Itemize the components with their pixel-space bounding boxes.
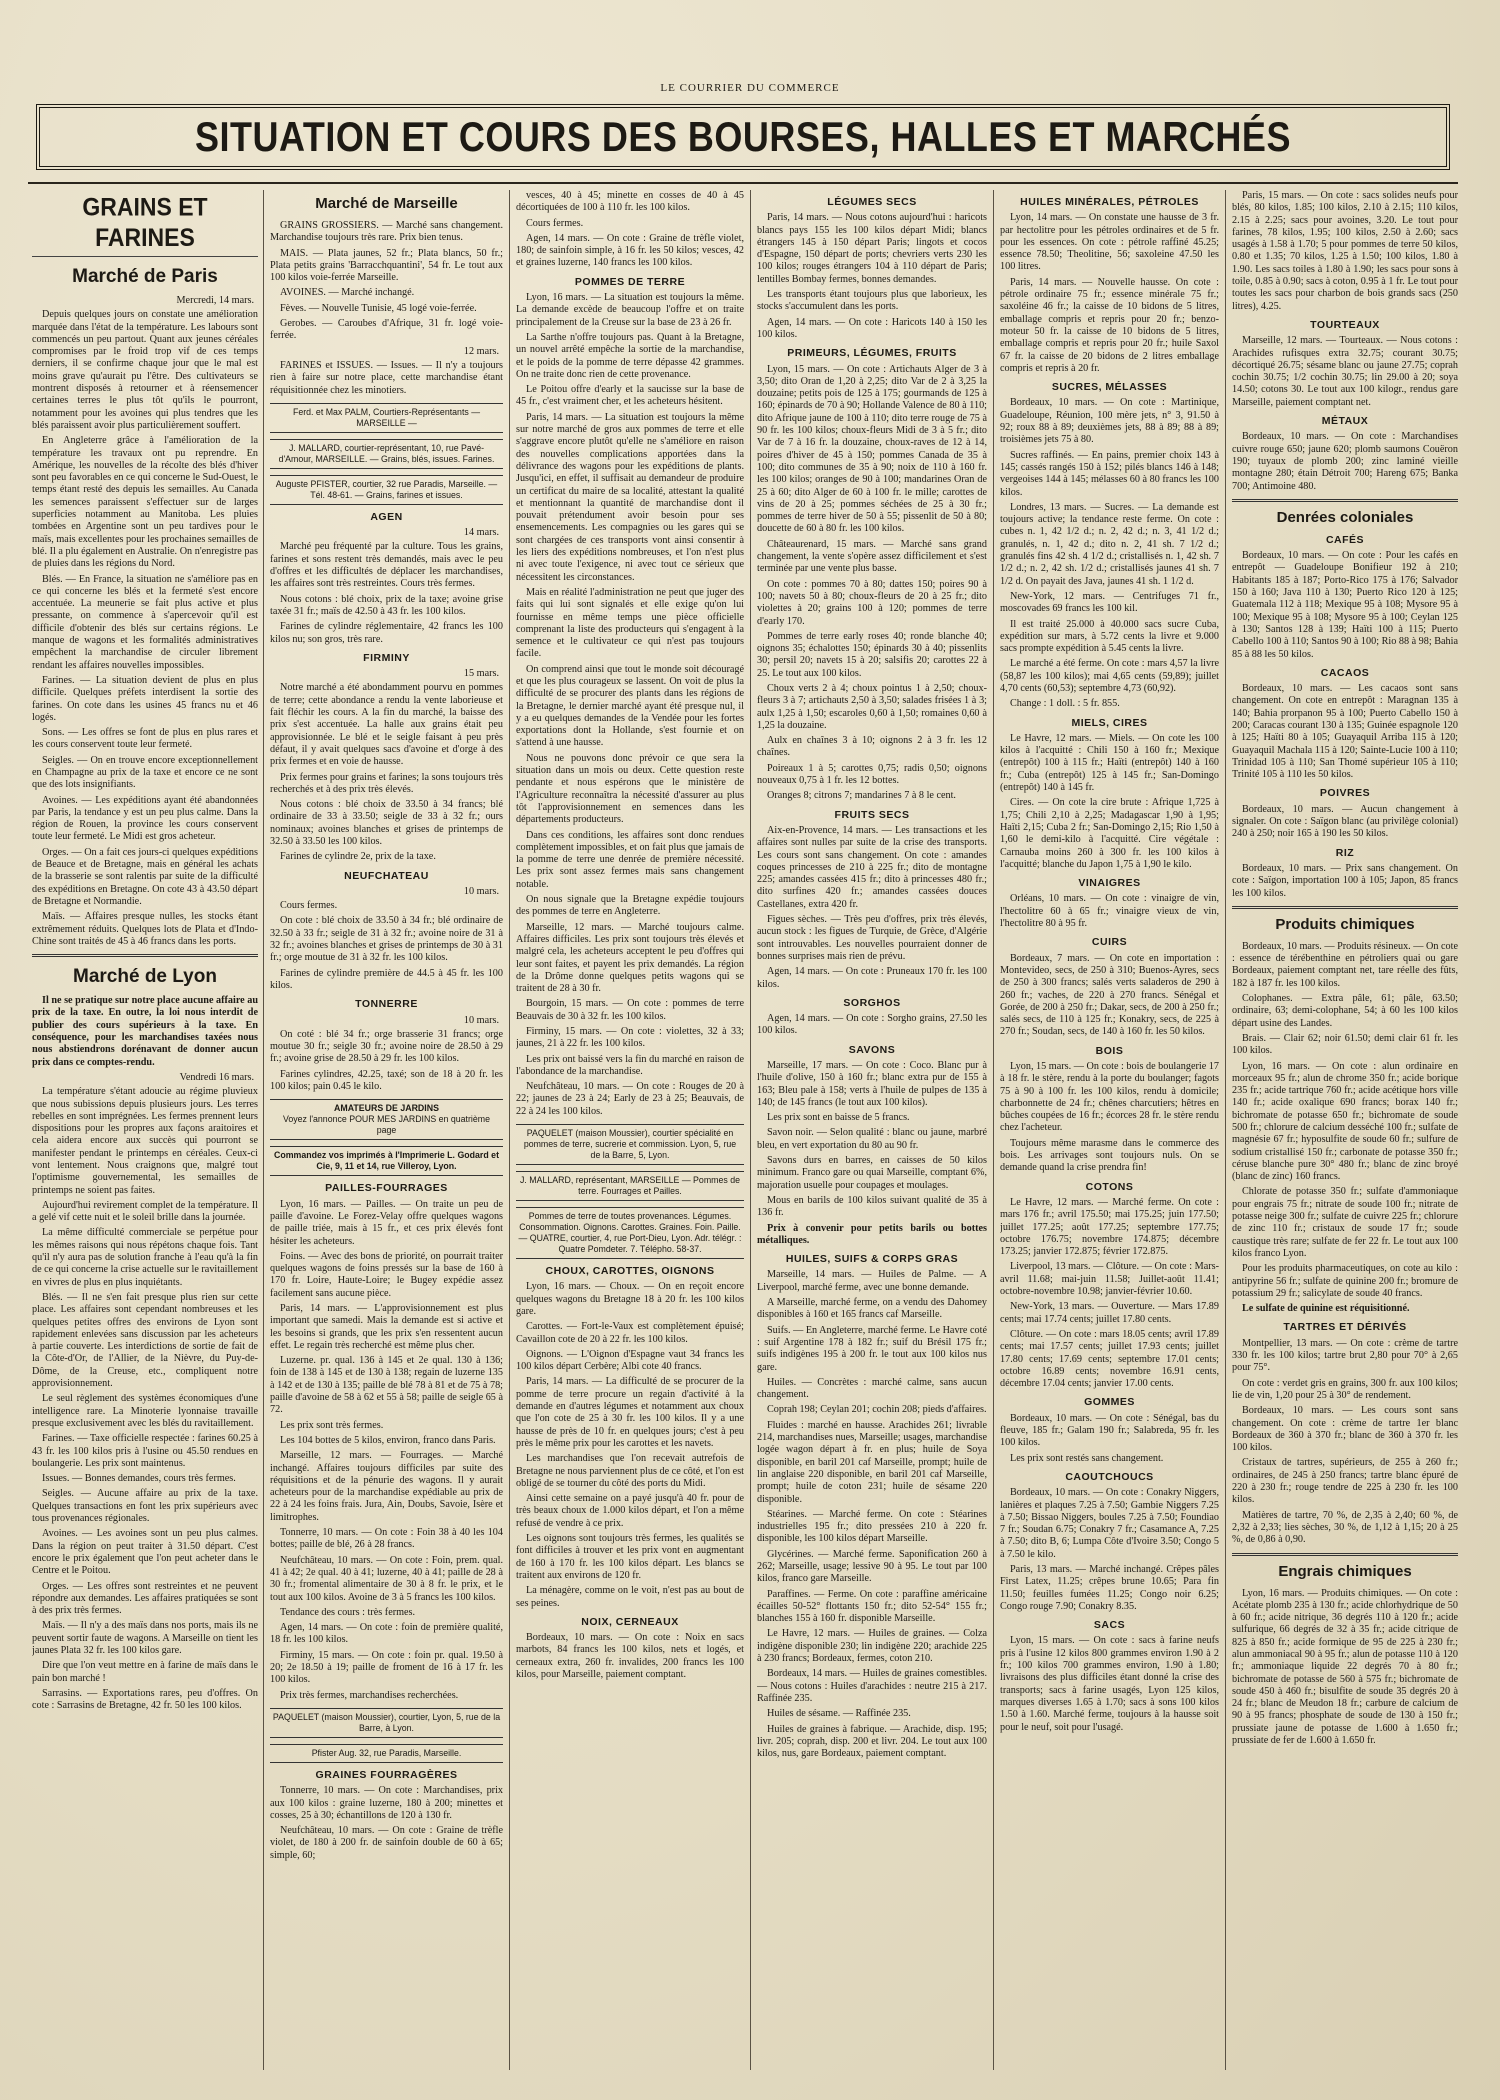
paragraph: La même difficulté commerciale se perpétue pour les mêmes raisons qui nous répétons chaque fois. Tant qu'il n'y aura pas de solution franche à l'eau qu'à la fin de ce qui concerne la crise actuelle sur le ravitaillement en vivres de plus en plus inquiétants.: [32, 1227, 258, 1288]
paragraph: Avoines. — Les avoines sont un peu plus calmes. Dans la région on peut traiter à 31.50 départ. C'est encore le prix également que l'on peut acheter dans le Centre et le Poitou.: [32, 1528, 258, 1577]
paragraph: Ainsi cette semaine on a payé jusqu'à 40 fr. pour de très beaux choux de 1.000 kilos départ, et l'on a même refusé de vendre à ce prix.: [516, 1493, 744, 1529]
paragraph: Liverpool, 13 mars. — Clôture. — On cote : Mars-avril 11.68; mai-juin 11.58; Juillet-août 11.41; octobre-novembre 10.98; janvier-février 10.60.: [1000, 1261, 1219, 1298]
paragraph: Agen, 14 mars. — On cote : Sorgho grains, 27.50 les 100 kilos.: [757, 1013, 987, 1037]
paragraph: Lyon, 15 mars. — On cote : sacs à farine neufs pris à l'usine 12 kilos 800 grammes environ 1.90 à 2 fr.; 100 kilos 700 grammes environ, 1.90 à 1.80; livraisons des plus difficiles étant donné la crise des transports; sacs à farine usagés, Lyon 125 kilos, marques diverses 1.65 à 1.70; sacs à sons 100 kilos 1.50 à 1.60. Marché ferme, toujours à la hausse soit pour le neuf, soit pour l'usagé.: [1000, 1635, 1219, 1733]
paragraph: Lyon, 16 mars. — La situation est toujours la même. La demande excède de beaucoup l'offre et on traite principalement de la Creuse sur la base de 23 à 26 fr.: [516, 292, 744, 328]
paragraph: Paraffines. — Ferme. On cote : paraffine américaine écailles 50-52° flottants 150 fr.; dito 52-54° 155 fr.; blanches 155 à 160 fr. disponible Marseille.: [757, 1588, 987, 1625]
paragraph: Orges. — On a fait ces jours-ci quelques expéditions de Beauce et de Bretagne, mais en général les achats de la brasserie se sont ralentis par suite de la difficulté des expéditions en Bretagne. On cote 43 à 43.50 départ de Bretagne et Normandie.: [32, 846, 258, 907]
subheading-cacaos: CACAOS: [1320, 666, 1370, 679]
paragraph: Marché peu fréquenté par la culture. Tous les grains, farines et sons restent très demandés, mais avec le peu d'offres et les difficultés de déplacer les marchandises, les affaires sont très restreintes. Cours très fermes.: [270, 541, 503, 590]
paragraph: Clôture. — On cote : mars 18.05 cents; avril 17.89 cents; mai 17.57 cents; juillet 17.93 cents; juillet 17.80 cents; 17.69 cents; septembre 17.01 cents; octobre 16.89 cents; novembre 16.91 cents, décembre 17.04 cents; janvier 17.00 cents.: [1000, 1328, 1219, 1390]
paragraph: On cote : verdet gris en grains, 300 fr. aux 100 kilos; lie de vin, 1,20 pour 25 à 30° de rendement.: [1232, 1377, 1458, 1401]
subheading-sucres: SUCRES, MÉLASSES: [1051, 381, 1168, 394]
paragraph: Bordeaux, 10 mars. — On cote : Martinique, Guadeloupe, Réunion, 100 mère jets, n° 3, 91.50 à 92; roux 88 à 89; deuxièmes jets, 88 à 89; 88 à 89; troisièmes jets 75 à 80.: [1000, 397, 1219, 446]
paragraph: Gerobes. — Caroubes d'Afrique, 31 fr. logé voie-ferrée.: [270, 318, 503, 342]
advertisement: Auguste PFISTER, courtier, 32 rue Paradis, Marseille. — Tél. 48-61. — Grains, farines et issues.: [270, 475, 503, 505]
advertisement: Ferd. et Max PALM, Courtiers-Représentants — MARSEILLE —: [270, 403, 503, 433]
paragraph: Aujourd'hui revirement complet de la température. Il a gelé vif cette nuit et le soleil brille dans la journée.: [32, 1199, 258, 1224]
paragraph: Figues sèches. — Très peu d'offres, prix très élevés, aucun stock : les figues de Turquie, de Grèce, d'Algérie sont introuvables. Les nouvelles pourraient donner de bonnes surprises mais rien de prévu.: [757, 914, 987, 962]
banner-title: SITUATION ET COURS DES BOURSES, HALLES ET MARCHÉS: [195, 112, 1291, 160]
paragraph: Lyon, 14 mars. — On constate une hausse de 3 fr. par hectolitre pour les pétroles ordinaires et de 5 fr. pour les essences. On cote : pétrole raffiné 45.25; essence 78.50; Theolitine, 56; saxoleine 47.50 les 100 litres.: [1000, 212, 1219, 273]
paragraph: Bordeaux, 10 mars. — On cote : Marchandises cuivre rouge 650; jaune 620; plomb saumons Couëron 190; tuyaux de plomb 200; zinc laminé vieille montagne 280; étain Détroit 700; Hareng 675; Banka 700; Antimoine 480.: [1232, 431, 1458, 492]
paragraph: Blés. — Il ne s'en fait presque plus rien sur cette place. Les affaires sont cependant nombreuses et les quelques petites offres des environs de Lyon sont rapidement enlevées sans discussion par les acheteurs à partie couverte. Les interdictions de sortie de fait de la Côte-d'Or, de l'Allier, de la Nièvre, du Puy-de-Dôme, de la Creuse, etc., compliquent notre approvisionnement.: [32, 1291, 258, 1390]
paragraph: Bordeaux, 10 mars. — Produits résineux. — On cote : essence de térébenthine en pétroliers quai ou gare Bordeaux, paiement comptant net, tare réelle des fûts, 182 à 187 fr. les 100 kilos.: [1232, 940, 1458, 989]
subheading-miels-cires: MIELS, CIRES: [1071, 716, 1148, 729]
paragraph: Cristaux de tartres, supérieurs, de 255 à 260 fr.; ordinaires, de 245 à 250 francs; tartre blanc épuré de 220 à 230 fr.; rouge tendre de 225 à 230 fr. les 100 kilos.: [1232, 1457, 1458, 1506]
paragraph: Aulx en chaînes 3 à 10; oignons 2 à 3 fr. les 12 chaînes.: [757, 735, 987, 759]
paragraph: New-York, 13 mars. — Ouverture. — Mars 17.89 cents; mai 17.74 cents; juillet 17.80 cents.: [1000, 1301, 1219, 1325]
paragraph: Nous ne pouvons donc prévoir ce que sera la situation dans un mois ou deux. Cette question reste pendante et nous espérons que le ministère de l'Agriculture reconnaîtra la nécessité d'assurer au plus tôt l'approvisionnement en semences dans les départements producteurs.: [516, 752, 744, 826]
paragraph: Orges. — Les offres sont restreintes et ne peuvent répondre aux demandes. Les affaires pratiquées se sont à des prix très fermes.: [32, 1580, 258, 1617]
paragraph: Lyon, 16 mars. — On cote : alun ordinaire en morceaux 95 fr.; alun de chrome 350 fr.; acide borique 235 fr.; acide tartrique 760 fr.; acide acétique hors ville 140 fr.; acide oxalique 690 francs; borax 140 fr.; bichromate de potasse 650 fr.; bichromate de soude 500 fr.; chlorure de calcium desséché 100 fr.; sulfate de magnésie 67 fr.; hyposulfite de soude 60 fr.; sulfure de sodium cristallisé 150 fr.; carbonate de potasse 350 fr.; céruse blanche pure 30° 480 fr.; blanc de zinc broyé (blanc de zinc) 160 francs.: [1232, 1060, 1458, 1183]
notice-paragraph: Il ne se pratique sur notre place aucune affaire au prix de la taxe. En outre, la loi nous interdit de publier des cours supérieurs à la taxe. En conséquence, pour les marchandises taxées nous nous abstiendrons dorénavant de donner aucun prix dans ce comptes-rendu.: [32, 995, 258, 1068]
paragraph: Issues. — Bonnes demandes, cours très fermes.: [42, 1473, 236, 1485]
paragraph: Prix fermes pour grains et farines; la sons toujours très recherchés et à des prix très élevés.: [270, 771, 503, 795]
advertisement: J. MALLARD, courtier-représentant, 10, rue Pavé-d'Amour, MARSEILLE. — Grains, blés, issues. Farines.: [270, 439, 503, 469]
paragraph: Lyon, 15 mars. — On cote : bois de boulangerie 17 à 18 fr. le stère, rendu à la porte du boulanger; fagots 75 à 90 à 100 fr. les 100 kilos, rendu à domicile; charbonnette de 24 fr.; chênes charcutiers; hêtres en bûches coupées de 16 fr.; écorces 28 fr. le stère rendu chez l'acheteur.: [1000, 1061, 1219, 1134]
column-1: [32, 190, 258, 2080]
paragraph: Bordeaux, 7 mars. — On cote en importation : Montevideo, secs, de 250 à 310; Buenos-Ayres, secs de 250 à 300 francs; salés verts saladeros de 290 à 260 fr.; vaches, de 220 à 270 francs. Sénégal et Gorée, de 200 à 250 fr.; Dakar, secs, de 200 à 250 fr.; salés secs, de 110 à 125 fr.; Konakry, secs, de 225 à 270 fr.; Soudan, secs, de 140 à 160 fr. les 50 kilos.: [1000, 952, 1219, 1038]
advertisement-imprimerie: Commandez vos imprimés à l'Imprimerie L. Godard et Cie, 9, 11 et 14, rue Villeroy, Lyon.: [270, 1146, 503, 1176]
paragraph: Neufchâteau, 10 mars. — On cote : Foin, prem. qual. 41 à 42; 2e qual. 40 à 41; luzerne, 40 à 41; paille de 28 à 30 fr.; fromental alimentaire de 30 à 8 fr. le prix, et le tout aux 100 kilos. Avoine de 3 à 5 francs les 100 kilos.: [270, 1554, 503, 1603]
paragraph: Montpellier, 13 mars. — On cote : crème de tartre 330 fr. les 100 kilos; tartre brut 2,80 pour 70° à 2,65 pour 75°.: [1232, 1337, 1458, 1374]
paragraph: Sons. — Les offres se font de plus en plus rares et les cours conservent toute leur fermeté.: [32, 727, 258, 751]
paragraph: New-York, 12 mars. — Centrifuges 71 fr., moscovades 69 francs les 100 kil.: [1000, 590, 1219, 615]
paragraph: Change : 1 doll. : 5 fr. 855.: [1010, 698, 1120, 710]
paragraph: Suifs. — En Angleterre, marché ferme. Le Havre coté : suif Argentine 178 à 182 fr.; suif du Brésil 175 fr.; suifs indigènes 195 à 200 fr. le tout aux 100 kilos nus gare.: [757, 1324, 987, 1373]
column-separator: [1225, 190, 1226, 2070]
paragraph: Stéarines. — Marché ferme. On cote : Stéarines industrielles 195 fr.; dito pressées 210 à 220 fr. disponible, les 100 kilos départ Marseille.: [757, 1508, 987, 1545]
section-title-grains: GRAINS ET FARINES: [82, 192, 208, 252]
paragraph: Marseille, 12 mars. — Marché toujours calme. Affaires difficiles. Les prix sont toujours très élevés et malgré cela, les acheteurs acceptent le peu d'offres qui leur sont faites, et payent les prix demandés. La région de la Drôme donne quelques petits wagons qui se traitent de 28 à 30 fr.: [516, 921, 744, 995]
paragraph: Tendance des cours : très fermes.: [280, 1606, 416, 1618]
paragraph: Bourgoin, 15 mars. — On cote : pommes de terre Beauvais de 30 à 32 fr. les 100 kilos.: [516, 998, 744, 1022]
paragraph: Matières de tartre, 70 %, de 2,35 à 2,40; 60 %, de 2,32 à 2,33; lies sèches, 30 %, de 1,12 à 1,15; 20 à 25 %, de 0,86 à 0,90.: [1232, 1509, 1458, 1546]
paragraph: Agen, 14 mars. — On cote : Haricots 140 à 150 les 100 kilos.: [757, 316, 987, 340]
subheading-vinaigres: VINAIGRES: [1078, 877, 1141, 890]
paragraph: Bordeaux, 10 mars. — On cote : Conakry Niggers, lanières et plaques 7.25 à 7.50; Gambie Niggers 7.25 à 7.50; Bissao Niggers, boules 7.25 à 7.50; Foundiao 7 fr.; Soudan 6.75; Conakry 7 fr.; Casamance A, 7.25 à 7.50; dito B, 6; Lumpa Côte d'Ivoire 3.50; Congo 5 à 7.50 le kilo.: [1000, 1487, 1219, 1560]
paragraph: On nous signale que la Bretagne expédie toujours des pommes de terre en Angleterre.: [516, 894, 744, 918]
paragraph: Aix-en-Provence, 14 mars. — Les transactions et les affaires sont nulles par suite de la crise des transports. Les cours sont sans changement. On cote : amandes coques princesses de 210 à 225 fr.; dito de montagne 225; amandes cassées 415 fr.; dito à princesses 480 fr.; dito surfines 420 fr.; amandes cassées douces Castellanes, extra 420 fr.: [757, 824, 987, 910]
subheading-bois: BOIS: [1095, 1044, 1124, 1057]
column-5: [1000, 190, 1219, 2080]
paragraph: Dire que l'on veut mettre en à farine de maïs dans le pain bon marché !: [32, 1660, 258, 1684]
paragraph: Marseille, 12 mars. — Fourrages. — Marché inchangé. Affaires toujours difficiles par suite des réquisitions et de la pénurie des wagons. Il y aurait acheteurs pour de la marchandise expédiable au prix de 22 à 24 les foins frais. Jura, Ain, Doubs, Savoie, Isère et limitrophes.: [270, 1450, 503, 1523]
paragraph: Marseille, 17 mars. — On cote : Coco. Blanc pur à l'huile d'olive, 150 à 160 fr.; blanc extra pur de 155 à 163; Bleu pale à 158; verts à l'huile de pulpes de 135 à 140; de 145 francs (le tout aux 100 kilos).: [757, 1060, 987, 1108]
paragraph: Le Havre, 12 mars. — Huiles de graines. — Colza indigène disponible 230; lin indigène 220; arachide 225 à 230 francs; Bordeaux, fermes, coton 210.: [757, 1628, 987, 1665]
paragraph: En Angleterre grâce à l'amélioration de la température les travaux ont pu reprendre. En Amérique, les nouvelles de la récolte des blés d'hiver sont peu favorables en ce qui concerne le Sud-Ouest, le temps étant resté des depuis les semailles. Au Canada les semences paraissent s'effectuer sur de larges superficies notamment au Manitoba. Les pluies tombées en Argentine sont un peu tardives pour le maïs, mais excellentes pour les prochaines semailles de blé. Il a plu également en Australie. On n'enregistre pas de pluies dans les régions du Nord.: [32, 435, 258, 570]
paragraph: Sucres raffinés. — En pains, premier choix 143 à 145; cassés rangés 150 à 152; pilés blancs 146 à 148; vergeoises 144 à 145; mélasses 60 à 80 francs les 100 kilos.: [1000, 449, 1219, 498]
paragraph: La température s'étant adoucie au régime pluvieux que nous subissions depuis plusieurs jours. Les terres rebelles en sont imprégnées. Les fermes prennent leurs dispositions pour les propres aux façons araitoires et cela aidera encore aux succès qui pourront se manifester pendant le printemps en céréales. Ceux-ci vont lentement. Nous craignons que, malgré tout l'optimisme gouvernemental, les semailles de printemps ne soient pas faites.: [32, 1086, 258, 1196]
paragraph: Paris, 15 mars. — On cote : sacs solides neufs pour blés, 80 kilos, 1.85; 100 kilos, 2.10 à 2.15; 110 kilos, 2.15 à 2.25; sacs pour avoines, 3.20. Le tout pour farines, 78 kilos, 1.95; 100 kilos, 2.50 à 2.60; sacs usagés à 1.58 à 1.70; 5 pour pommes de terre 50 kilos, 0.80 et 1.35; 70 kilos, 1.25 à 1.50; 100 kilos, 1.80 à 1.90. Les sacs toiles à 1.80 à 1.90; les sacs pour sons à toile, 0.85 à 0.90; sacs à coton, 0.95 à 1 fr. Le tout pour toutes les sacs pour charbon de bois grands sacs (250 litres), 4.25.: [1232, 190, 1458, 312]
divider: [32, 954, 258, 957]
paragraph: Les marchandises que l'on recevait autrefois de Bretagne ne nous parviennent plus de ce côté, et l'on est obligé de se tourner du côté des ports du Midi.: [516, 1453, 744, 1489]
dateline: 12 mars.: [463, 345, 499, 357]
paragraph: Avoines. — Les expéditions ayant été abandonnées par Paris, la tendance y est un peu plus calme. Dans la région de Rouen, la province les cours conservent toute leur fermeté. Le Midi est gros acheteur.: [32, 794, 258, 843]
ad-title: AMATEURS DE JARDINS: [334, 1103, 439, 1114]
subheading-choux-carottes-oignons: CHOUX, CAROTTES, OIGNONS: [545, 1265, 715, 1278]
paragraph: Le Poitou offre d'early et la saucisse sur la base de 45 fr., c'est vraiment cher, et les acheteurs hésitent.: [516, 384, 744, 408]
paragraph: Colophanes. — Extra pâle, 61; pâle, 63.50; ordinaire, 63; demi-colophane, 54; à 60 les 100 kilos départ usine des Landes.: [1232, 993, 1458, 1029]
paragraph: vesces, 40 à 45; minette en cosses de 40 à 45 décortiquées de 100 à 110 fr. les 100 kilos.: [516, 190, 744, 214]
subheading-sacs: SACS: [1093, 1619, 1126, 1632]
paragraph: Les prix sont en baisse de 5 francs.: [767, 1112, 910, 1124]
paragraph: Farines. — La situation devient de plus en plus difficile. Quelques préfets interdisent la sortie des farines. On cote dans les usines 45 francs nu et 46 logés.: [32, 674, 258, 723]
paragraph: Paris, 14 mars. — La difficulté de se procurer de la pomme de terre procure un regain d'activité à la demande en d'autres légumes et notamment aux choux que l'on cote de 25 à 30 fr. les 100 kilos. Il y a une hausse de près de 10 fr. en quelques jours; c'est à peu près le même prix pour les carottes et les navets.: [516, 1376, 744, 1449]
paragraph: Savons durs en barres, en caisses de 50 kilos minimum. Franco gare ou quai Marseille, comptant 6%, majoration usuelle pour coupages et moulages.: [757, 1155, 987, 1191]
column-separator: [263, 190, 264, 2070]
subheading-graines-fourrageres: GRAINES FOURRAGÈRES: [315, 1768, 458, 1781]
subheading-huiles-minerales: HUILES MINÉRALES, PÉTROLES: [1020, 196, 1199, 208]
heading-produits-chimiques: Produits chimiques: [1275, 915, 1415, 933]
advertisement: Pfister Aug. 32, rue Paradis, Marseille.: [270, 1744, 503, 1763]
heading-denrees-coloniales: Denrées coloniales: [1276, 508, 1414, 526]
paragraph: Les oignons sont toujours très fermes, les qualités se font difficiles à trouver et les prix vont en augmentant de 160 à 170 fr. les 100 kilos départ. Les blancs se traitent aux environs de 120 fr.: [516, 1533, 744, 1581]
paragraph: Neufchâteau, 10 mars. — On cote : Graine de trèfle violet, de 180 à 200 fr. de sainfoin double de 60 à 65; simple, 60;: [270, 1825, 503, 1861]
subheading-gommes: GOMMES: [1084, 1396, 1135, 1409]
paragraph: Les prix sont restés sans changement.: [1010, 1452, 1164, 1464]
paragraph: Marseille, 12 mars. — Tourteaux. — Nous cotons : Arachides rufisques extra 32.75; courant 30.75; décortiqué 26.75; sésame blanc ou jaune 27.75; coprah cochin 30.75; 1/2 cochin 30.75; lin 29.00 à 20; soya 14.50; cotons 30. Le tout aux 100 kilogr., rendus gare Marseille, paiement comptant net.: [1232, 335, 1458, 408]
subheading-cuirs: CUIRS: [1091, 936, 1128, 949]
paragraph: Farines cylindres, 42.25, taxé; son de 18 à 20 fr. les 100 kilos; pain 0.45 le kilo.: [270, 1068, 503, 1093]
subheading-huiles-suifs: HUILES, SUIFS & CORPS GRAS: [785, 1253, 959, 1266]
paragraph: Les 104 bottes de 5 kilos, environ, franco dans Paris.: [280, 1434, 496, 1446]
paragraph: Londres, 13 mars. — Sucres. — La demande est toujours active; la tendance reste ferme. On cote : cubes n. 1, 42 1/2 d.; n. 2, 42 d.; n. 3, 41 1/2 d.; granulés, n. 1, 42 d.; dito n. 2, 41 sh. 7 1/2 d.; granulés fins 42 sh. 4 1/2 d.; cristallisés n. 1, 42 sh. 7 1/2 d.; n. 2, 42 sh. 1/2 d.; cristallisés jaunes 41 sh. 7 1/2 d. On payait des Java, jaunes 41 sh. 1 1/2 d.: [1000, 501, 1219, 587]
paragraph: Bordeaux, 10 mars. — Les cours sont sans changement. On cote : crème de tartre 1er blanc Bordeaux de 360 à 370 fr.; blanc de 360 à 370 fr. les 100 kilos.: [1232, 1405, 1458, 1454]
paragraph: Chlorate de potasse 350 fr.; sulfate d'ammoniaque pour engrais 75 fr.; nitrate de soude 100 fr.; nitrate de potasse neige 300 fr.; sulfate de cuivre 225 fr.; chlorure de zinc 110 fr.; cristaux de soude 17 fr.; soude caustique très rare; sulfate de fer 22 fr. Le tout aux 100 kilos franco Lyon.: [1232, 1186, 1458, 1259]
paragraph: Huiles. — Concrètes : marché calme, sans aucun changement.: [757, 1376, 987, 1401]
paragraph: A Marseille, marché ferme, on a vendu des Dahomey disponibles à 160 et 165 francs caf Marseille.: [757, 1297, 987, 1321]
divider: [1232, 1553, 1458, 1556]
subheading-savons: SAVONS: [848, 1043, 896, 1056]
paragraph: Pour les produits pharmaceutiques, on cote au kilo : antipyrine 56 fr.; sulfate de quinine 200 fr.; bromure de potassium 29 fr.; salicylate de soude 40 francs.: [1232, 1263, 1458, 1299]
paragraph: Les transports étant toujours plus que laborieux, les stocks s'accumulent dans les ports.: [757, 289, 987, 313]
paragraph: Marseille, 14 mars. — Huiles de Palme. — A Liverpool, marché ferme, avec une bonne demande.: [757, 1269, 987, 1293]
paragraph: Orléans, 10 mars. — On cote : vinaigre de vin, l'hectolitre 60 à 65 fr.; vinaigre vieux de vin, l'hectolitre 80 à 95 fr.: [1000, 893, 1219, 930]
paragraph: Le sulfate de quinine est réquisitionné.: [1242, 1303, 1410, 1315]
paragraph: Mous en barils de 100 kilos suivant qualité de 35 à 136 fr.: [757, 1194, 987, 1219]
subheading-riz: RIZ: [1335, 846, 1355, 859]
advertisement: Pommes de terre de toutes provenances. Légumes. Consommation. Oignons. Carottes. Graines. Foin. Paille. — QUATRE, courtier, 4, rue Port-Dieu, Lyon. Adr. télégr. : Quatre Pomdeter. 7. Télépho. 58-37.: [516, 1207, 744, 1259]
paragraph: Firminy, 15 mars. — On cote : foin pr. qual. 19.50 à 20; 2e 18.50 à 19; paille de froment de 16 à 17 fr. les 100 kilos.: [270, 1649, 503, 1686]
paragraph: Prix à convenir pour petits barils ou bottes métalliques.: [757, 1222, 987, 1246]
paragraph: Pommes de terre early roses 40; ronde blanche 40; oignons 35; échalottes 150; épinards 30 à 40; pissenlits 30; persil 20; navets 15 à 20; salsifis 20; carottes 22 à 25. Le tout aux 100 kilos.: [757, 630, 987, 679]
heading-engrais-chimiques: Engrais chimiques: [1278, 1562, 1412, 1580]
paragraph: GRAINS GROSSIERS. — Marché sans changement. Marchandise toujours très rare. Prix bien tenus.: [270, 220, 503, 244]
paragraph: Fluides : marché en hausse. Arachides 261; livrable 214, marchandises nues, Marseille; usages, marchandise logée wagon départ à fr. en plus; huile de Soya disponible, en baril 201 caf Marseille, prompt; huile de lin anglaise 220 disponible, en baril 201 caf Marseille, prompt; huile de coton 231; huile de sésame 220 disponible.: [757, 1419, 987, 1505]
paragraph: Oranges 8; citrons 7; mandarines 7 à 8 le cent.: [767, 790, 956, 802]
advertisement-jardins: [270, 1099, 503, 1140]
subheading-neufchateau: NEUFCHATEAU: [344, 869, 429, 882]
paragraph: Cires. — On cote la cire brute : Afrique 1,725 à 1,75; Chili 2,10 à 2,25; Madagascar 1,90 à 1,95; Haïti 2,15; Cuba 2 fr.; San-Domingo 2,15; Rio 1,50 à 1,60 le demi-kilo à l'acquitté. Cire végétale : Carnauba moins 260 à 300 fr. les 100 kilos à l'acquitté; blanche du Japon 1,75 à 1,90 le kilo.: [1000, 797, 1219, 870]
dateline: 14 mars.: [463, 527, 499, 539]
subheading-pommes-de-terre: POMMES DE TERRE: [574, 275, 686, 288]
paragraph: Maïs. — Affaires presque nulles, les stocks étant extrêmement réduits. Quelques lots de Plata et d'Indo-Chine sont traités de 45 à 46 francs dans les ports.: [32, 911, 258, 947]
paragraph: Lyon, 16 mars. — Choux. — On en reçoit encore quelques wagons du Bretagne 18 à 20 fr. les 100 kilos gare.: [516, 1281, 744, 1317]
paragraph: Tonnerre, 10 mars. — On cote : Marchandises, prix aux 100 kilos : graine luzerne, 180 à 200; minettes et cosses, 25 à 30; échantillons de 120 à 130 fr.: [270, 1785, 503, 1821]
paragraph: MAIS. — Plata jaunes, 52 fr.; Plata blancs, 50 fr.; Plata petits grains 'Barracchquantini', 54 fr. Le tout aux 100 kilos voie-ferrée Marseille.: [270, 247, 503, 284]
paragraph: FARINES et ISSUES. — Issues. — Il n'y a toujours rien à faire sur notre place, cette marchandise étant réquisitionnée chez les minotiers.: [270, 359, 503, 396]
page-banner: [36, 104, 1450, 170]
paragraph: Bordeaux, 10 mars. — Aucun changement à signaler. On cote : Saïgon blanc (au privilège colonial) 240 à 250; noir 165 à 190 les 50 kilos.: [1232, 803, 1458, 840]
top-rule: [28, 182, 1458, 184]
subheading-tartres: TARTRES ET DÉRIVÉS: [1283, 1321, 1407, 1334]
paragraph: Farines. — Taxe officielle respectée : farines 60.25 à 43 fr. les 100 kilos pris à l'usine ou 45.50 rendues en boulangerie. Les prix sont maintenus.: [32, 1433, 258, 1469]
paragraph: Il est traité 25.000 à 40.000 sacs sucre Cuba, expédition sur mars, à 5.72 cents la livre et 9.000 sacs prompte expédition à 5.45 cents la livre.: [1000, 618, 1219, 655]
divider: [32, 256, 258, 257]
paragraph: Paris, 14 mars. — La situation est toujours la même sur notre marché de gros aux pommes de terre et elle s'aggrave encore plutôt qu'elle ne s'améliore en raison des nouvelles complications apportées dans la délivrance des wagons pour les expéditions de plants. Jusqu'ici, en effet, il suffisait au demandeur de produire un certificat du maire de sa localité, attestant la qualité et mentionnant la quantité de marchandise dont il pouvait prétendument avoir besoin pour ses ensemencements. Les compagnies ou les gares qui se sont chargées de ces transports vont ainsi consentir à les liers des expéditions nombreuses, et l'on n'est plus ni avec toute l'exigence, ni avec tout ce sérieux que nécessitent les circonstances.: [516, 411, 744, 583]
paragraph: Lyon, 16 mars. — Produits chimiques. — On cote : Acétate plomb 235 à 130 fr.; acide chlorhydrique de 50 à 60 fr.; acide nitrique, 36 degrés 110 à 120 fr.; acide sulfurique, 66 degrés de 32 à 35 fr.; acide citrique de 825 à 850 fr.; acide formique de 95 de 225 à 230 fr.; alun ammoniacal 90 à 95 fr.; alun de potasse 110 à 120 fr.; ammoniaque liquide 22 degrés 70 à 80 fr.; bichromate de potasse de 560 à 575 fr.; bichromate de soude 450 à 460 fr.; bisulfite de soude 35 degrés 20 à 24 fr.; blanc de Meudon 18 fr.; carbure de calcium de 90 à 95 francs; phosphate de soude de 130 à 150 fr.; prussiate jaune de potasse de 1.600 à 1.650 fr.; prussiate de fer de 1.600 à 1.650 fr.: [1232, 1587, 1458, 1747]
paragraph: Agen, 14 mars. — On cote : foin de première qualité, 18 fr. les 100 kilos.: [270, 1622, 503, 1646]
paragraph: La ménagère, comme on le voit, n'est pas au bout de ses peines.: [516, 1585, 744, 1609]
paragraph: Paris, 13 mars. — Marché inchangé. Crêpes pâles First Latex, 11.25; crêpes brune 10.65; Para fin 11.50; feuilles fumées 11.25; Congo noir 6.25; Congo rouge 7.90; Conakry 8.35.: [1000, 1563, 1219, 1612]
paragraph: Cours fermes.: [526, 217, 584, 229]
paragraph: Glycérines. — Marché ferme. Saponification 260 à 262; Marseille, usage; lessive 90 à 95. Le tout par 100 kilos, franco gare Marseille.: [757, 1548, 987, 1585]
subheading-cafes: CAFÉS: [1325, 533, 1365, 546]
subheading-agen: AGEN: [370, 510, 403, 523]
heading-marche-paris: Marché de Paris: [72, 266, 218, 287]
paragraph: Nous cotons : blé choix de 33.50 à 34 francs; blé ordinaire de 33 à 33.50; seigle de 33 à 32 fr.; ours nominaux; avoines blanches et grises de printemps de 32.50 à 33.50 les 100 kilos.: [270, 799, 503, 847]
paragraph: Brais. — Clair 62; noir 61.50; demi clair 61 fr. les 100 kilos.: [1232, 1032, 1458, 1057]
paragraph: On coté : blé 34 fr.; orge brasserie 31 francs; orge moutue 30 fr.; seigle 30 fr.; avoine noire de 28.50 à 29 fr.; avoine grise de 28.50 à 29 fr. les 100 kilos.: [270, 1028, 503, 1065]
paragraph: Cours fermes.: [280, 900, 338, 912]
paragraph: Neufchâteau, 10 mars. — On cote : Rouges de 20 à 22; jaunes de 23 à 24; Early de 23 à 25; Beauvais, de 22 à 24 les 100 kilos.: [516, 1081, 744, 1117]
subheading-noix-cerneaux: NOIX, CERNEAUX: [581, 1615, 679, 1628]
paragraph: Bordeaux, 10 mars. — Prix sans changement. On cote : Saïgon, importation 100 à 105; Japon, 85 francs les 100 kilos.: [1232, 862, 1458, 899]
subheading-tonnerre: TONNERRE: [355, 998, 418, 1011]
paragraph: Foins. — Avec des bons de priorité, on pourrait traiter quelques wagons de foins pressés sur la base de 160 à 170 fr. Loire, Haute-Loire; le Bugey expédie assez facilement sans aucune pièce.: [270, 1250, 503, 1299]
paragraph: Fèves. — Nouvelle Tunisie, 45 logé voie-ferrée.: [280, 302, 477, 314]
column-2: [270, 190, 503, 2080]
paragraph: Les prix ont baissé vers la fin du marché en raison de l'abondance de la marchandise.: [516, 1053, 744, 1077]
ad-text: Voyez l'annonce POUR MES JARDINS en quatrième page: [282, 1114, 491, 1136]
paragraph: Choux verts 2 à 4; choux pointus 1 à 2,50; choux-fleurs 3 à 7; artichauts 2,50 à 3,50; salades frisées 1 à 3; aulx 1,25 à 1,50; escaroles 0,60 à 1,50; romaines 0,60 à 1,25 la douzaine.: [757, 682, 987, 731]
paragraph: Farines de cylindre réglementaire, 42 francs les 100 kilos nu; son gros, très rare.: [270, 621, 503, 645]
paragraph: Luzerne. pr. qual. 136 à 145 et 2e qual. 130 à 136; foin de 138 à 145 et de 130 à 138; regain de luzerne 135 à 142 et de 130 à 135; paille de blé 78 à 81 et de 75 à 78; paille d'avoine de 58 à 62 et 55 à 58; paille de seigle 65 à 72.: [270, 1355, 503, 1416]
subheading-firminy: FIRMINY: [363, 651, 410, 664]
subheading-poivres: POIVRES: [1319, 787, 1371, 800]
paragraph: Notre marché a été abondamment pourvu en pommes de terre; cette abondance a rendu la vente laborieuse et fait fléchir les cours. A la fin du marché, la baisse des prix s'est accentuée. La halle aux grains était peu approvisionnée. Le blé et le seigle faisant à peu près défaut, il y avait quelques sacs d'avoine et d'orge à des prix fermes et en voie de hausse.: [270, 682, 503, 768]
subheading-cotons: COTONS: [1085, 1180, 1134, 1193]
paragraph: Agen, 14 mars. — On cote : Graine de trèfle violet, 180; de sainfoin simple, à 16 fr. les 50 kilos; vesces, 42 et graines luzerne, 140 francs les 100 kilos.: [516, 232, 744, 269]
paragraph: Paris, 14 mars. — L'approvisionnement est plus important que samedi. Mais la demande est si active et les besoins si grands, que les prix s'en ressentent aucun effet. Le regain très recherché est même plus cher.: [270, 1303, 503, 1351]
paragraph: Paris, 14 mars. — Nouvelle hausse. On cote : pétrole ordinaire 75 fr.; essence minérale 75 fr.; saxoléine 46 fr.; la caisse de 10 bidons de 5 litres, emballage compris et repris pour 20 fr.; benzo-moteur 50 fr. la caisse de 10 bidons de 5 litres, emballage compris et repris pour 20 fr.; huile Saxol 67 fr. la caisse de 20 bidons de 2 litres emballage compris et repris à 20 fr.: [1000, 276, 1219, 374]
column-6: [1232, 190, 1458, 2080]
column-separator: [509, 190, 510, 2070]
paragraph: Lyon, 16 mars. — Pailles. — On traite un peu de paille d'avoine. Le Forez-Velay offre quelques wagons de paille triée, mais à 15 fr., et ces prix élevés font hésiter les acheteurs.: [270, 1198, 503, 1247]
subheading-caoutchoucs: CAOUTCHOUCS: [1065, 1470, 1154, 1483]
paragraph: On comprend ainsi que tout le monde soit découragé et que les plus courageux se lassent. On voit de plus la difficulté de se procurer des plants dans les régions de la Bretagne, le dernier marché ayant été presque nul, il y a eu quelques demandes de la Vendée pour les fortes exportations dont la Hollande, s'est fournie et on s'attend à une hausse.: [516, 663, 744, 749]
subheading-fruits-secs: FRUITS SECS: [834, 808, 910, 821]
advertisement: PAQUELET (maison Moussier), courtier, Lyon, 5, rue de la Barre, à Lyon.: [270, 1708, 503, 1738]
paragraph: Paris, 14 mars. — Nous cotons aujourd'hui : haricots blancs pays 155 les 100 kilos départ Midi; blancs étrangers 145 à 150 départ Paris; lingots et cocos d'Espagne, 150 départ de ports; chevriers verts 230 les 100 kilos; rouges étrangers 104 à 110 départ de Paris; lentilles Bombay fermes, bonnes demandes.: [757, 212, 987, 285]
paragraph: Le Havre, 12 mars. — Marché ferme. On cote : mars 176 fr.; avril 175.50; mai 175.25; juin 177.50; juillet 177.25; août 177.25; septembre 177.75; octobre 176.75; novembre 174.875; décembre 173.25; janvier 172.875; février 172.875.: [1000, 1196, 1219, 1258]
dateline: Vendredi 16 mars.: [179, 1071, 254, 1083]
paragraph: Prix très fermes, marchandises recherchées.: [280, 1689, 459, 1701]
paragraph: On cote : blé choix de 33.50 à 34 fr.; blé ordinaire de 32.50 à 33 fr.; seigle de 31 à 32 fr.; avoine noire de 31 à 32 fr.; avoines blanches et grises de printemps de 30 à 31 fr.; orge moutue de 31 à 32 fr. les 100 kilos.: [270, 915, 503, 964]
running-head: LE COURRIER DU COMMERCE: [660, 82, 840, 94]
heading-marche-marseille: Marché de Marseille: [315, 195, 458, 212]
paragraph: Le seul règlement des systèmes économiques d'une intelligence rare. La Minoterie lyonnaise travaille presque exclusivement avec les blés du ravitaillement.: [32, 1393, 258, 1429]
paragraph: Mais en réalité l'administration ne peut que juger des faits qui lui sont signalés et elle exige qu'on lui fournisse en même temps une pièce officielle comprenant la liste des producteurs qui s'engagent à la semence et le cultivateur ce qui n'est pas toujours facile.: [516, 586, 744, 660]
paragraph: Agen, 14 mars. — On cote : Pruneaux 170 fr. les 100 kilos.: [757, 966, 987, 990]
paragraph: Le marché a été ferme. On cote : mars 4,57 la livre (58,87 les 100 kilos); mai 4,65 cents (59,89); juillet 4,70 cents (60,53); septembre 4,73 (60,92).: [1000, 658, 1219, 694]
paragraph: Sarrasins. — Exportations rares, peu d'offres. On cote : Sarrasins de Bretagne, 42 fr. 50 les 100 kilos.: [32, 1687, 258, 1712]
column-separator: [993, 190, 994, 2070]
paragraph: Savon noir. — Selon qualité : blanc ou jaune, marbré bleu, en vert exportation du 80 au 90 fr.: [757, 1127, 987, 1151]
subheading-sorghos: SORGHOS: [843, 996, 901, 1009]
dateline: 10 mars.: [463, 885, 499, 897]
divider: [1232, 906, 1458, 909]
column-separator: [750, 190, 751, 2070]
paragraph: Poireaux 1 à 5; carottes 0,75; radis 0,50; oignons nouveaux 0,75 à 1 fr. les 12 bottes.: [757, 762, 987, 787]
paragraph: Tonnerre, 10 mars. — On cote : Foin 38 à 40 les 104 bottes; paille de blé, 26 à 28 francs.: [270, 1527, 503, 1551]
paragraph: Les prix sont très fermes.: [280, 1419, 384, 1431]
paragraph: Firminy, 15 mars. — On cote : violettes, 32 à 33; jaunes, 21 à 22 fr. les 100 kilos.: [516, 1026, 744, 1050]
paragraph: Coprah 198; Ceylan 201; cochin 208; pieds d'affaires.: [767, 1404, 987, 1416]
paragraph: Farines de cylindre première de 44.5 à 45 fr. les 100 kilos.: [270, 967, 503, 991]
paragraph: Farines de cylindre 2e, prix de la taxe.: [280, 851, 436, 863]
paragraph: Huiles de sésame. — Raffinée 235.: [767, 1708, 911, 1720]
paragraph: Huiles de graines à fabrique. — Arachide, disp. 195; livr. 205; coprah, disp. 200 et livr. 204. Le tout aux 100 kilos, nus, gare Bordeaux, paiement comptant.: [757, 1723, 987, 1760]
subheading-legumes-secs: LÉGUMES SECS: [827, 196, 917, 208]
paragraph: Maïs. — Il n'y a des maïs dans nos ports, mais ils ne peuvent sortir faute de wagons. A Marseille on tient les jaunes Plata 32 fr. les 100 kilos gare.: [32, 1620, 258, 1656]
dateline: 15 mars.: [463, 668, 499, 680]
paragraph: Châteaurenard, 15 mars. — Marché sans grand changement, la vente s'opère assez difficilement et s'est terminée par une vente plus basse.: [757, 538, 987, 575]
column-4: [757, 190, 987, 2080]
subheading-metaux: MÉTAUX: [1321, 415, 1369, 428]
subheading-tourteaux: TOURTEAUX: [1310, 318, 1380, 331]
advertisement: PAQUELET (maison Moussier), courtier spécialité en pommes de terre, sucrerie et commission. Lyon, 5, rue de la Barre, 5, Lyon.: [516, 1124, 744, 1165]
paragraph: Toujours même marasme dans le commerce des bois. Les arrivages sont toujours nuls. On se demande quand la crise prendra fin!: [1000, 1137, 1219, 1174]
paragraph: Seigles. — On en trouve encore exceptionnellement en Champagne au prix de la taxe et encore ce ne sont que des lots insignifiants.: [32, 754, 258, 791]
heading-marche-lyon: Marché de Lyon: [73, 966, 217, 988]
paragraph: Blés. — En France, la situation ne s'améliore pas en ce qui concerne les blés et la fermeté s'est encore accentuée. La meunerie se fait plus active et plus pressante, on commence à s'apercevoir qu'il est difficile d'obtenir des blés sur certains régions. Le manque de wagons et les formalités administratives empêchent la marchandise de circuler librement rendant les affaires nouvelles impossibles.: [32, 573, 258, 671]
paragraph: Depuis quelques jours on constate une amélioration marquée dans l'état de la température. Les labours sont commencés un peu partout. Quant aux jeunes céréales compromises par le froid trop vif de ces temps derniers, il se confirme chaque jour que le mal est moins grave qu'aurait pu l'être. Des cultivateurs se montrent disposés à retourner et à réensemencer certaines terres le plus tôt qu'ils le pourront, notamment pour les avoines qui plus tendres que les blés paraissent avoir plus particulièrement souffert.: [32, 309, 258, 431]
column-3: [516, 190, 744, 2080]
paragraph: Seigles. — Aucune affaire au prix de la taxe. Quelques transactions en font les prix supérieurs avec tous provenances régionales.: [32, 1488, 258, 1525]
paragraph: Oignons. — L'Oignon d'Espagne vaut 34 francs les 100 kilos départ Cerbère; Albi cote 40 francs.: [516, 1348, 744, 1373]
dateline: Mercredi, 14 mars.: [176, 295, 254, 306]
paragraph: Bordeaux, 10 mars. — Les cacaos sont sans changement. On cote en entrepôt : Maragnan 135 à 140; Bahia prorpanon 95 à 100; Puerto Cabello 150 à 200; Caracas courant 130 à 135; Guinée espagnole 120 à 125; Haïti 80 à 105; Guayaquil Arriba 115 à 120; Guayaquil Machala 115 à 120; Sainte-Lucie 100 à 110; Trinidad 105 à 110; San Thomé supérieur 105 à 110; Trinité 105 à 110 les 50 kilos.: [1232, 683, 1458, 781]
paragraph: AVOINES. — Marché inchangé.: [280, 287, 415, 299]
divider: [1232, 499, 1458, 502]
paragraph: Dans ces conditions, les affaires sont donc rendues complètement impossibles, et on fait plus que jamais de la pomme de terre une denrée de première nécessité. Les prix sont assez fermes mais sans changement notable.: [516, 829, 744, 890]
paragraph: On cote : pommes 70 à 80; dattes 150; poires 90 à 100; navets 50 à 80; choux-fleurs de 20 à 25 fr.; dito violettes à 20; grains 100 à 120; pommes de terre d'early 170.: [757, 578, 987, 627]
paragraph: Bordeaux, 10 mars. — On cote : Pour les cafés en entrepôt — Guadeloupe Bonifieur 192 à 210; Habitants 185 à 187; Porto-Rico 175 à 176; Salvador 150 à 160; Java 110 à 130; Puerto Rico 120 à 125; Guatemala 112 à 118; Mexique 95 à 108; Mysore 95 à 100; Mexique 95 à 108; Mysore 95 à 100; Ceylan 125 à 130; Santos 128 à 139; Haïti 100 à 115; Puerto Cabello 100 à 110; Santos 90 à 100; Rio 88 à 98; Bahia 85 à 88 les 50 kilos.: [1232, 550, 1458, 660]
paragraph: Bordeaux, 10 mars. — On cote : Noix en sacs marbots, 84 francs les 100 kilos, nets et logés, et cerneaux extra, 260 fr. invalides, 200 francs les 100 kilos, pour Marseille, paiement comptant.: [516, 1632, 744, 1680]
paragraph: Nous cotons : blé choix, prix de la taxe; avoine grise taxée 31 fr.; maïs de 42.50 à 43 fr. les 100 kilos.: [270, 593, 503, 617]
paragraph: Carottes. — Fort-le-Vaux est complètement épuisé; Cavaillon cote de 20 à 22 fr. les 100 kilos.: [516, 1321, 744, 1345]
paragraph: La Sarthe n'offre toujours pas. Quant à la Bretagne, un nouvel arrêté empêche la sortie de la marchandise, et le poids de la pomme de terre dépasse 42 grammes. On ne traite donc rien de cette provenance.: [516, 331, 744, 380]
advertisement: J. MALLARD, représentant, MARSEILLE — Pommes de terre. Fourrages et Pailles.: [516, 1171, 744, 1201]
subheading-primeurs: PRIMEURS, LÉGUMES, FRUITS: [787, 347, 957, 360]
paragraph: Lyon, 15 mars. — On cote : Artichauts Alger de 3 à 3,50; dito Oran de 1,20 à 2,25; dito Var de 2 à 3,25 la douzaine; petits pois de 125 à 175; gourmands de 125 à 160; épinards de 70 à 90; Hollande Valence de 80 à 110; dito Afrique jaune de 100 à 110; dito terre rouge de 75 à 90 fr. les 100 kilos; choux-fleurs Midi de 3 à 5 fr.; dito Var de 7 à 16 fr. la douzaine, choux-raves de 12 à 14, poires d'hiver de 45 à 150; pommes Canada de 35 à 100; dito communes de 35 à 90; noix de 110 à 160 fr. les 100 kilos; oranges de 90 à 100; mandarines Oran de 25 à 60; dito Alger de 60 à 100 fr. le mille; carottes de vins de 20 à 25; pommes séchées de 25 à 30 fr.; pommes de terre hiver de 50 à 55; pissenlit de 50 à 80; doucette de 60 à 80 fr. les 100 kilos.: [757, 363, 987, 535]
paragraph: Le Havre, 12 mars. — Miels. — On cote les 100 kilos à l'acquitté : Chili 150 à 160 fr.; Mexique (entrepôt) 100 à 115 fr.; Haïti (entrepôt) 140 à 160 fr.; Cuba (entrepôt) 125 à 145 fr.; San-Domingo (entrepôt) 140 à 145 fr.: [1000, 732, 1219, 794]
dateline: 10 mars.: [463, 1014, 499, 1026]
paragraph: Bordeaux, 10 mars. — On cote : Sénégal, bas du fleuve, 185 fr.; Galam 190 fr.; Salabreda, 95 fr. les 100 kilos.: [1000, 1412, 1219, 1449]
subheading-pailles-fourrages: PAILLES-FOURRAGES: [325, 1182, 448, 1195]
paragraph: Bordeaux, 14 mars. — Huiles de graines comestibles. — Nous cotons : Huiles d'arachides : neutre 215 à 217. Raffinée 235.: [757, 1668, 987, 1704]
